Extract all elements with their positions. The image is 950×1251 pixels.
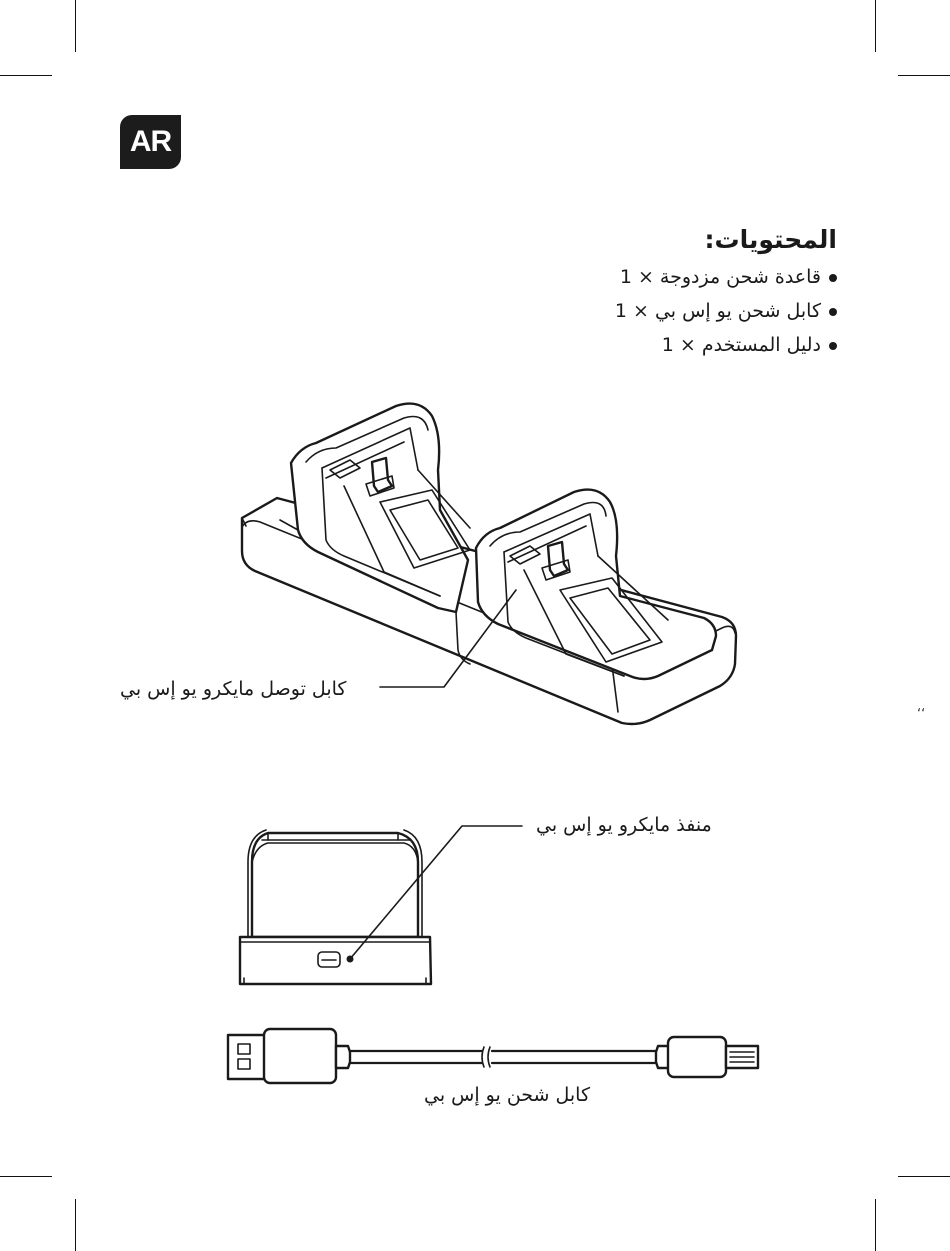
- page-marker: ‘‘: [917, 707, 926, 722]
- usb-a-plug-housing: [264, 1029, 336, 1083]
- cradle-front-view-illustration: [240, 826, 522, 984]
- list-item-text: كابل شحن يو إس بي × 1: [614, 300, 821, 322]
- callout-label-usb-cable: كابل شحن يو إس بي: [424, 1084, 591, 1106]
- cable-wire: [350, 1051, 658, 1063]
- usb-cable-illustration: [228, 1029, 758, 1083]
- list-item-text: قاعدة شحن مزدوجة × 1: [619, 266, 821, 288]
- contents-title: المحتويات:: [704, 225, 837, 254]
- callout-label-connector-cable: كابل توصل مايكرو يو إس بي: [120, 678, 347, 700]
- list-item-text: دليل المستخدم × 1: [661, 334, 821, 356]
- language-badge: AR: [120, 115, 181, 169]
- usb-a-plug-metal: [228, 1035, 266, 1079]
- cradle-front-body: [252, 833, 418, 937]
- micro-usb-plug-housing: [668, 1037, 726, 1077]
- callout-label-micro-usb-port: منفذ مايكرو يو إس بي: [536, 814, 712, 836]
